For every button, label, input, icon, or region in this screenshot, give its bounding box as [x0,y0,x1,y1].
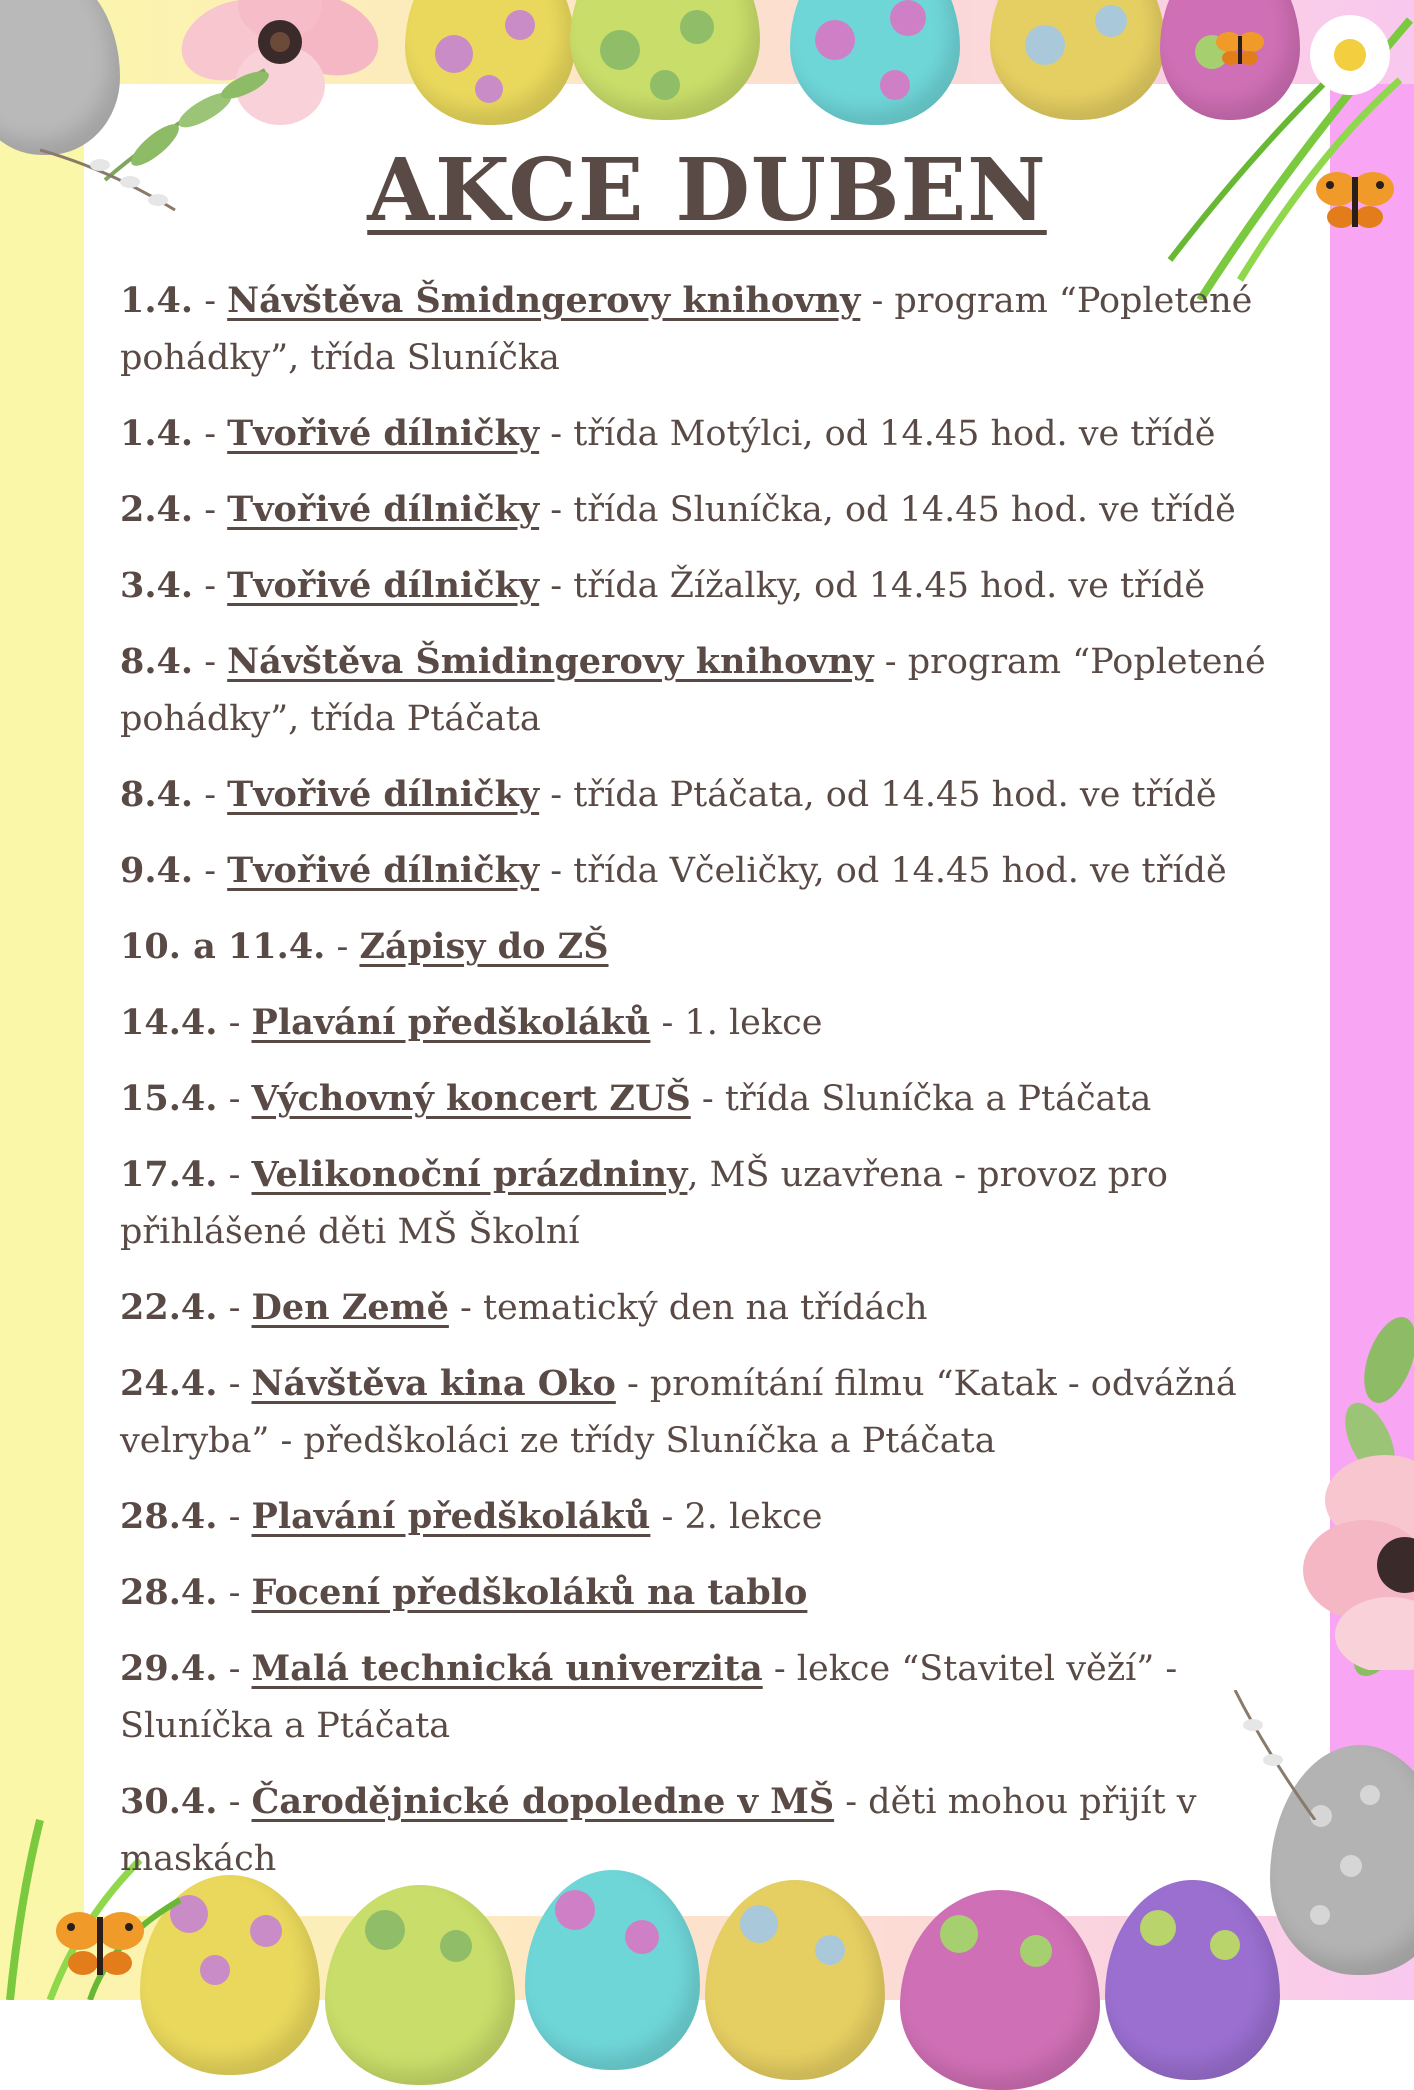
list-item: 28.4. - Focení předškoláků na tablo [120,1572,808,1613]
list-item: 1.4. - Tvořivé dílničky - třída Motýlci, od 14.45 hod. ve třídě [120,413,1216,454]
flower-icon [1295,1440,1414,1670]
list-item: 2.4. - Tvořivé dílničky - třída Sluníčka, od 14.45 hod. ve třídě [120,489,1236,530]
list-item: 24.4. - Návštěva kina Oko - promítání filmu “Katak - odvážná velryba” - předškoláci ze třídy Sluníčka a Ptáčata [120,1363,1237,1461]
side-stripe-yellow [0,0,84,2000]
butterfly-icon [1215,28,1265,68]
list-item: 9.4. - Tvořivé dílničky - třída Včeličky, od 14.45 hod. ve třídě [120,850,1227,891]
page-title: AKCE DUBEN [367,140,1047,241]
event-list [120,272,1310,1888]
list-item: 1.4. - Návštěva Šmidngerovy knihovny - program “Popletené pohádky”, třída Sluníčka [120,280,1253,378]
list-item: 3.4. - Tvořivé dílničky - třída Žížalky, od 14.45 hod. ve třídě [120,565,1206,606]
butterfly-icon [55,1905,145,1985]
list-item: 8.4. - Návštěva Šmidingerovy knihovny - program “Popletené pohádky”, třída Ptáčata [120,641,1266,739]
list-item: 30.4. - Čarodějnické dopoledne v MŠ - děti mohou přijít v maskách [120,1781,1197,1879]
list-item: 22.4. - Den Země - tematický den na třídách [120,1287,928,1328]
list-item: 17.4. - Velikonoční prázdniny, MŠ uzavřena - provoz pro přihlášené děti MŠ Školní [120,1154,1168,1252]
list-item: 14.4. - Plavání předškoláků - 1. lekce [120,1002,823,1043]
list-item: 10. a 11.4. - Zápisy do ZŠ [120,926,609,967]
list-item: 8.4. - Tvořivé dílničky - třída Ptáčata, od 14.45 hod. ve třídě [120,774,1217,815]
list-item: 29.4. - Malá technická univerzita - lekce “Stavitel věží” - Sluníčka a Ptáčata [120,1648,1178,1746]
list-item: 15.4. - Výchovný koncert ZUŠ - třída Sluníčka a Ptáčata [120,1078,1152,1119]
list-item: 28.4. - Plavání předškoláků - 2. lekce [120,1496,823,1537]
